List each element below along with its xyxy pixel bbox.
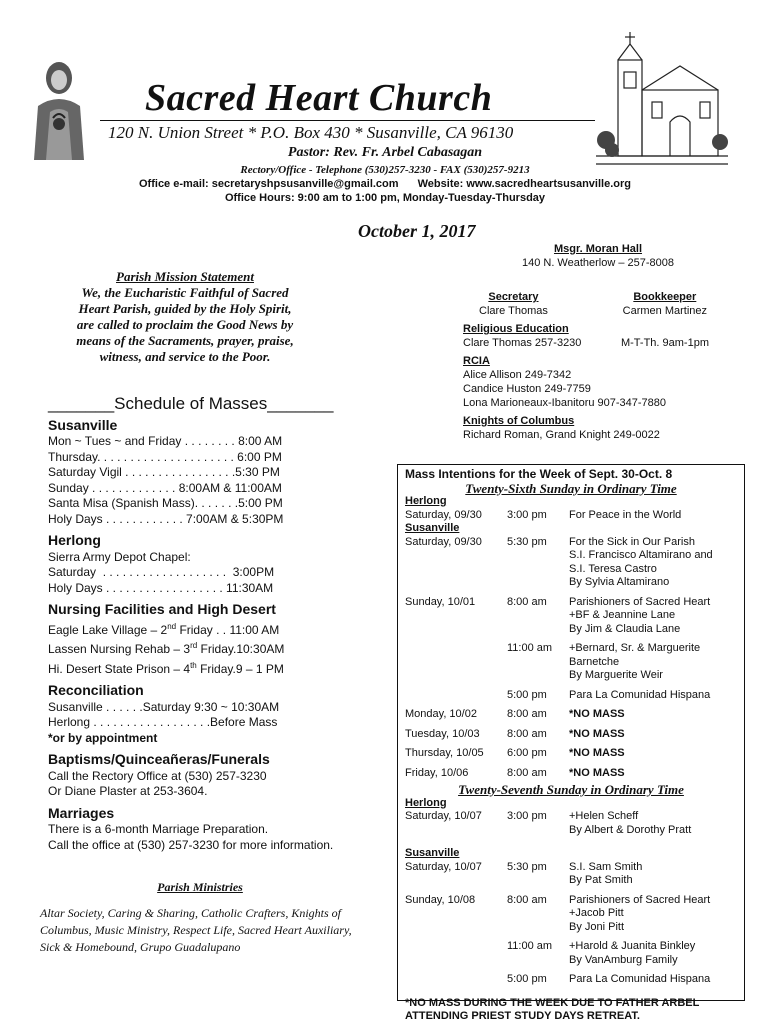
intention-text	[569, 642, 737, 683]
intention-line: *NO MASS	[569, 747, 625, 759]
intention-text	[569, 973, 737, 987]
mission-line: are called to proclaim the Good News by	[76, 317, 294, 332]
herlong-heading: Herlong	[48, 532, 101, 548]
intention-line: *NO MASS	[569, 766, 625, 779]
intention-line: By Marguerite Weir	[569, 669, 663, 681]
intention-line: Para La Comunidad Hispana	[569, 973, 711, 985]
week1-title: Twenty-Sixth Sunday in Ordinary Time	[465, 480, 677, 496]
intention-time: 3:00 pm	[507, 810, 547, 822]
schedule-line: Mon ~ Tues ~ and Friday . . . . . . . . 8:00 AM	[48, 434, 283, 448]
religious-ed-row	[463, 336, 733, 350]
intention-line: +Helen Scheff	[569, 810, 639, 822]
title-rule	[100, 120, 595, 121]
ministries-list: Altar Society, Caring & Sharing, Catholic Crafters, Knights of Columbus, Music Ministry, Respect Life, Sacred Heart Auxiliary, Sick & Homebound, Grupo Guadalupano	[40, 906, 352, 954]
secretary-bookkeeper-row	[463, 290, 733, 318]
church-address: 120 N. Union Street * P.O. Box 430 * Susanville, CA 96130	[108, 123, 514, 142]
schedule-heading: _______Schedule of Masses_______	[48, 394, 334, 413]
intention-time: 6:00 pm	[507, 747, 547, 759]
secretary-title: Secretary	[488, 291, 539, 303]
intention-time: 8:00 am	[507, 727, 547, 740]
msgr-block	[463, 242, 733, 270]
herlong-label: Herlong	[405, 796, 447, 809]
rcia-contact: Candice Huston 249-7759	[463, 383, 591, 395]
intention-text	[569, 689, 737, 703]
intention-time: 8:00 am	[507, 708, 547, 720]
intention-time: 11:00 am	[507, 642, 553, 654]
intention-row	[405, 689, 737, 703]
mission-statement	[40, 269, 330, 365]
religious-ed-hours: M-T-Th. 9am-1pm	[620, 337, 709, 349]
mass-schedule	[48, 396, 358, 853]
intention-row	[405, 596, 737, 637]
rcia-contact: Lona Marioneaux-Ibanitoru 907-347-7880	[463, 397, 667, 409]
bulletin-date: October 1, 2017	[358, 221, 476, 241]
intention-day: Saturday, 10/07	[405, 860, 482, 873]
reconciliation-heading: Reconciliation	[48, 682, 144, 698]
intention-row	[405, 894, 737, 935]
appointment-note: *or by appointment	[48, 730, 158, 745]
intention-time: 5:30 pm	[507, 535, 547, 548]
intention-row	[405, 940, 737, 967]
rcia-contact: Alice Allison 249-7342	[463, 369, 572, 381]
intention-time: 5:00 pm	[507, 973, 547, 985]
schedule-line: Eagle Lake Village – 2nd Friday . . 11:00 AM	[48, 621, 280, 637]
intention-day	[405, 642, 507, 683]
week1-susanville-list	[405, 536, 737, 781]
intention-row	[405, 536, 737, 590]
parish-ministries	[40, 880, 360, 956]
intention-line: By Jim & Claudia Lane	[569, 622, 681, 635]
susanville-label: Susanville	[405, 522, 460, 534]
intention-day: Tuesday, 10/03	[405, 727, 480, 740]
susanville-label: Susanville	[405, 847, 460, 859]
secretary-block	[479, 290, 548, 318]
intention-line: Barnetche	[569, 655, 620, 668]
intention-text	[569, 596, 737, 637]
intention-time: 8:00 am	[507, 766, 547, 779]
intention-line: Para La Comunidad Hispana	[569, 688, 711, 701]
intention-day	[405, 689, 507, 703]
schedule-line: Saturday Vigil . . . . . . . . . . . . . . . . .5:30 PM	[48, 465, 280, 479]
schedule-line: Holy Days . . . . . . . . . . . . 7:00AM & 5:30PM	[48, 511, 284, 526]
secretary-name: Clare Thomas	[479, 305, 548, 317]
schedule-line: Susanville . . . . . .Saturday 9:30 ~ 10:30AM	[48, 699, 280, 714]
mass-intentions-content	[405, 468, 737, 1024]
website: Website: www.sacredheartsusanville.org	[417, 178, 631, 190]
intention-day: Sunday, 10/01	[405, 595, 476, 608]
intention-time: 5:00 pm	[507, 688, 547, 701]
intention-text	[569, 728, 737, 742]
intention-line: *NO MASS	[569, 708, 625, 720]
schedule-line: Sunday . . . . . . . . . . . . . 8:00AM & 11:00AM	[48, 480, 282, 495]
mission-line: witness, and service to the Poor.	[99, 349, 271, 364]
mission-line: means of the Sacraments, prayer, praise,	[76, 333, 294, 348]
intention-row	[405, 509, 737, 523]
religious-ed-title: Religious Education	[463, 323, 569, 335]
schedule-line: There is a 6-month Marriage Preparation.	[48, 822, 269, 836]
bookkeeper-title: Bookkeeper	[633, 291, 697, 303]
herlong-label: Herlong	[405, 495, 447, 507]
knights-contact: Richard Roman, Grand Knight 249-0022	[463, 429, 660, 441]
intention-row	[405, 973, 737, 987]
knights-title: Knights of Columbus	[463, 415, 575, 427]
intention-line: Parishioners of Sacred Heart	[569, 595, 711, 608]
office-hours: Office Hours: 9:00 am to 1:00 pm, Monday-Tuesday-Thursday	[224, 192, 546, 204]
intention-text	[569, 536, 737, 590]
intention-line: +BF & Jeannine Lane	[569, 609, 676, 621]
intention-time: 8:00 am	[507, 595, 547, 608]
intention-time: 3:00 pm	[507, 508, 547, 521]
intention-line: S.I. Teresa Castro	[569, 562, 657, 575]
bookkeeper-block	[623, 290, 707, 318]
intention-line: S.I. Sam Smith	[569, 860, 643, 873]
intention-row	[405, 708, 737, 722]
intention-day	[405, 940, 507, 967]
intention-line: By Sylvia Altamirano	[569, 576, 670, 588]
intention-day: Thursday, 10/05	[405, 747, 484, 759]
intention-row	[405, 747, 737, 761]
intention-text	[569, 509, 737, 523]
schedule-line: Hi. Desert State Prison – 4th Friday.9 – 1 PM	[48, 660, 284, 676]
intention-day: Saturday, 09/30	[405, 535, 482, 548]
pastor-line: Pastor: Rev. Fr. Arbel Cabasagan	[287, 145, 483, 160]
intention-line: By Joni Pitt	[569, 920, 625, 933]
intention-line: By Pat Smith	[569, 874, 633, 886]
no-mass-note: *NO MASS DURING THE WEEK DUE TO FATHER ARBEL ATTENDING PRIEST STUDY DAYS RETREAT.	[405, 996, 700, 1022]
intention-text	[569, 894, 737, 935]
intention-day: Saturday, 09/30	[405, 508, 482, 521]
schedule-line: Holy Days . . . . . . . . . . . . . . . . . . 11:30AM	[48, 580, 274, 595]
intention-line: +Bernard, Sr. & Marguerite	[569, 642, 701, 654]
intention-text	[569, 767, 737, 781]
schedule-line: Call the Rectory Office at (530) 257-3230	[48, 768, 267, 783]
intention-row	[405, 642, 737, 683]
intention-day: Saturday, 10/07	[405, 810, 482, 822]
office-email: Office e-mail: secretaryshpsusanville@gmail.com	[139, 178, 399, 190]
religious-ed-contact: Clare Thomas 257-3230	[463, 337, 582, 349]
schedule-line: Call the office at (530) 257-3230 for more information.	[48, 837, 334, 852]
intention-line: +Harold & Juanita Binkley	[569, 940, 696, 952]
week2-susanville-list	[405, 861, 737, 987]
week2-herlong-list	[405, 810, 737, 837]
mission-line: We, the Eucharistic Faithful of Sacred	[81, 285, 289, 300]
intention-line: *NO MASS	[569, 727, 625, 740]
intention-text	[569, 861, 737, 888]
contact-line	[0, 178, 770, 190]
intention-time: 8:00 am	[507, 893, 547, 906]
intention-day: Monday, 10/02	[405, 708, 477, 720]
intention-day	[405, 973, 507, 987]
intentions-heading: Mass Intentions for the Week of Sept. 30-Oct. 8	[405, 467, 673, 481]
intention-row	[405, 767, 737, 781]
intention-line: S.I. Francisco Altamirano and	[569, 549, 713, 561]
susanville-heading: Susanville	[48, 416, 118, 433]
schedule-line: Saturday . . . . . . . . . . . . . . . . . . . 3:00PM	[48, 565, 275, 579]
intention-line: For the Sick in Our Parish	[569, 535, 695, 548]
marriages-heading: Marriages	[48, 804, 115, 821]
week1-herlong-list	[405, 509, 737, 523]
schedule-line: Lassen Nursing Rehab – 3rd Friday.10:30AM	[48, 641, 285, 656]
schedule-line: Herlong . . . . . . . . . . . . . . . . . .Before Mass	[48, 715, 278, 729]
intention-row	[405, 728, 737, 742]
intention-text	[569, 747, 737, 761]
intention-text	[569, 940, 737, 967]
schedule-line: Or Diane Plaster at 253-3604.	[48, 784, 208, 798]
intention-line: Parishioners of Sacred Heart	[569, 893, 711, 906]
msgr-address: 140 N. Weatherlow – 257-8008	[521, 257, 675, 269]
nursing-heading: Nursing Facilities and High Desert	[48, 601, 276, 617]
mission-line: Heart Parish, guided by the Holy Spirit,	[78, 301, 292, 316]
schedule-line: Thursday. . . . . . . . . . . . . . . . . . . . . 6:00 PM	[48, 449, 282, 464]
intention-text	[569, 708, 737, 722]
intention-row	[405, 810, 737, 837]
msgr-title: Msgr. Moran Hall	[553, 243, 643, 255]
intention-time: 5:30 pm	[507, 860, 547, 873]
intention-text	[569, 810, 737, 837]
intention-time: 11:00 am	[507, 940, 553, 952]
intention-day: Sunday, 10/08	[405, 893, 476, 906]
church-title: Sacred Heart Church	[145, 77, 493, 119]
intention-row	[405, 861, 737, 888]
intention-line: By VanAmburg Family	[569, 953, 678, 966]
intention-line: For Peace in the World	[569, 508, 682, 521]
intention-line: +Jacob Pitt	[569, 907, 624, 919]
mass-intentions-box	[397, 464, 745, 1022]
intention-day: Friday, 10/06	[405, 766, 469, 779]
schedule-line: Santa Misa (Spanish Mass). . . . . . .5:00 PM	[48, 496, 283, 510]
rcia-title: RCIA	[463, 355, 490, 367]
week2-title: Twenty-Seventh Sunday in Ordinary Time	[458, 782, 684, 797]
intention-line: By Albert & Dorothy Pratt	[569, 823, 692, 836]
baptisms-heading: Baptisms/Quinceañeras/Funerals	[48, 751, 270, 767]
bookkeeper-name: Carmen Martinez	[622, 305, 707, 317]
staff-contacts	[463, 242, 733, 442]
rectory-phone-line: Rectory/Office - Telephone (530)257-3230 - FAX (530)257-9213	[240, 164, 530, 176]
schedule-line: Sierra Army Depot Chapel:	[48, 549, 191, 564]
mission-heading: Parish Mission Statement	[116, 269, 254, 284]
ministries-heading: Parish Ministries	[157, 880, 243, 894]
